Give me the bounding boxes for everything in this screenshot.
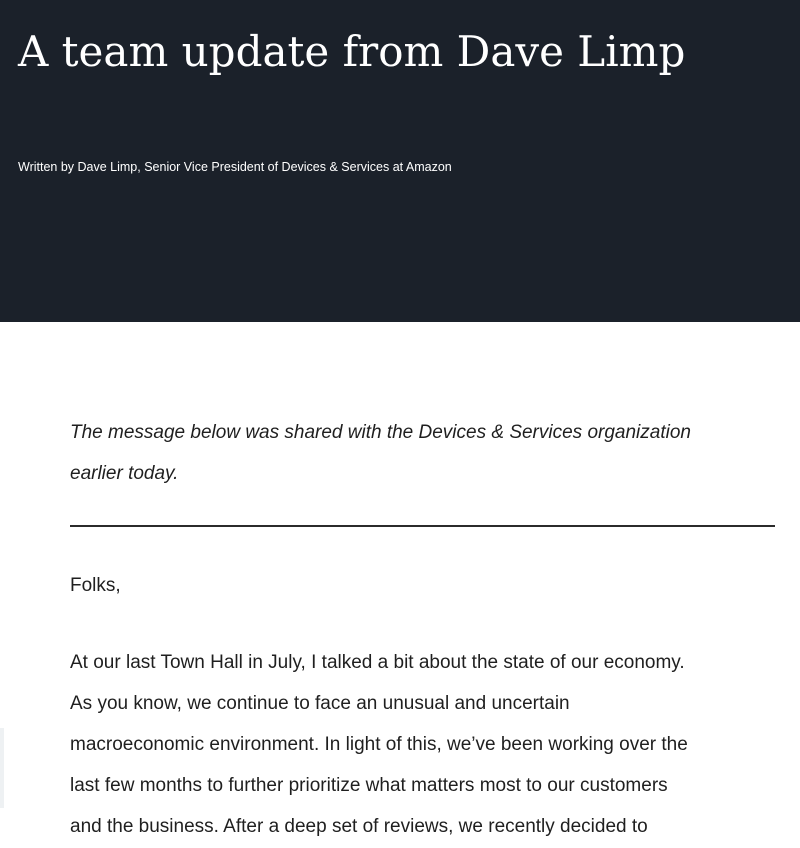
editor-note-line: The message below was shared with the Devices & Services organization: [70, 422, 691, 443]
section-divider: [70, 525, 775, 527]
paragraph-line: As you know, we continue to face an unusual and uncertain: [70, 693, 570, 714]
paragraph-line: and the business. After a deep set of reviews, we recently decided to: [70, 816, 648, 837]
body-paragraph: [70, 642, 775, 847]
article-byline: Written by Dave Limp, Senior Vice President of Devices & Services at Amazon: [18, 160, 452, 174]
editor-note: [70, 412, 775, 494]
editor-note-line: earlier today.: [70, 463, 179, 484]
article-hero: [0, 0, 800, 322]
left-edge-tab: [0, 728, 4, 808]
paragraph-line: last few months to further prioritize what matters most to our customers: [70, 775, 668, 796]
salutation: Folks,: [70, 575, 121, 596]
paragraph-line: macroeconomic environment. In light of this, we’ve been working over the: [70, 734, 688, 755]
article-title: A team update from Dave Limp: [18, 27, 686, 76]
paragraph-line: At our last Town Hall in July, I talked a bit about the state of our economy.: [70, 652, 685, 673]
